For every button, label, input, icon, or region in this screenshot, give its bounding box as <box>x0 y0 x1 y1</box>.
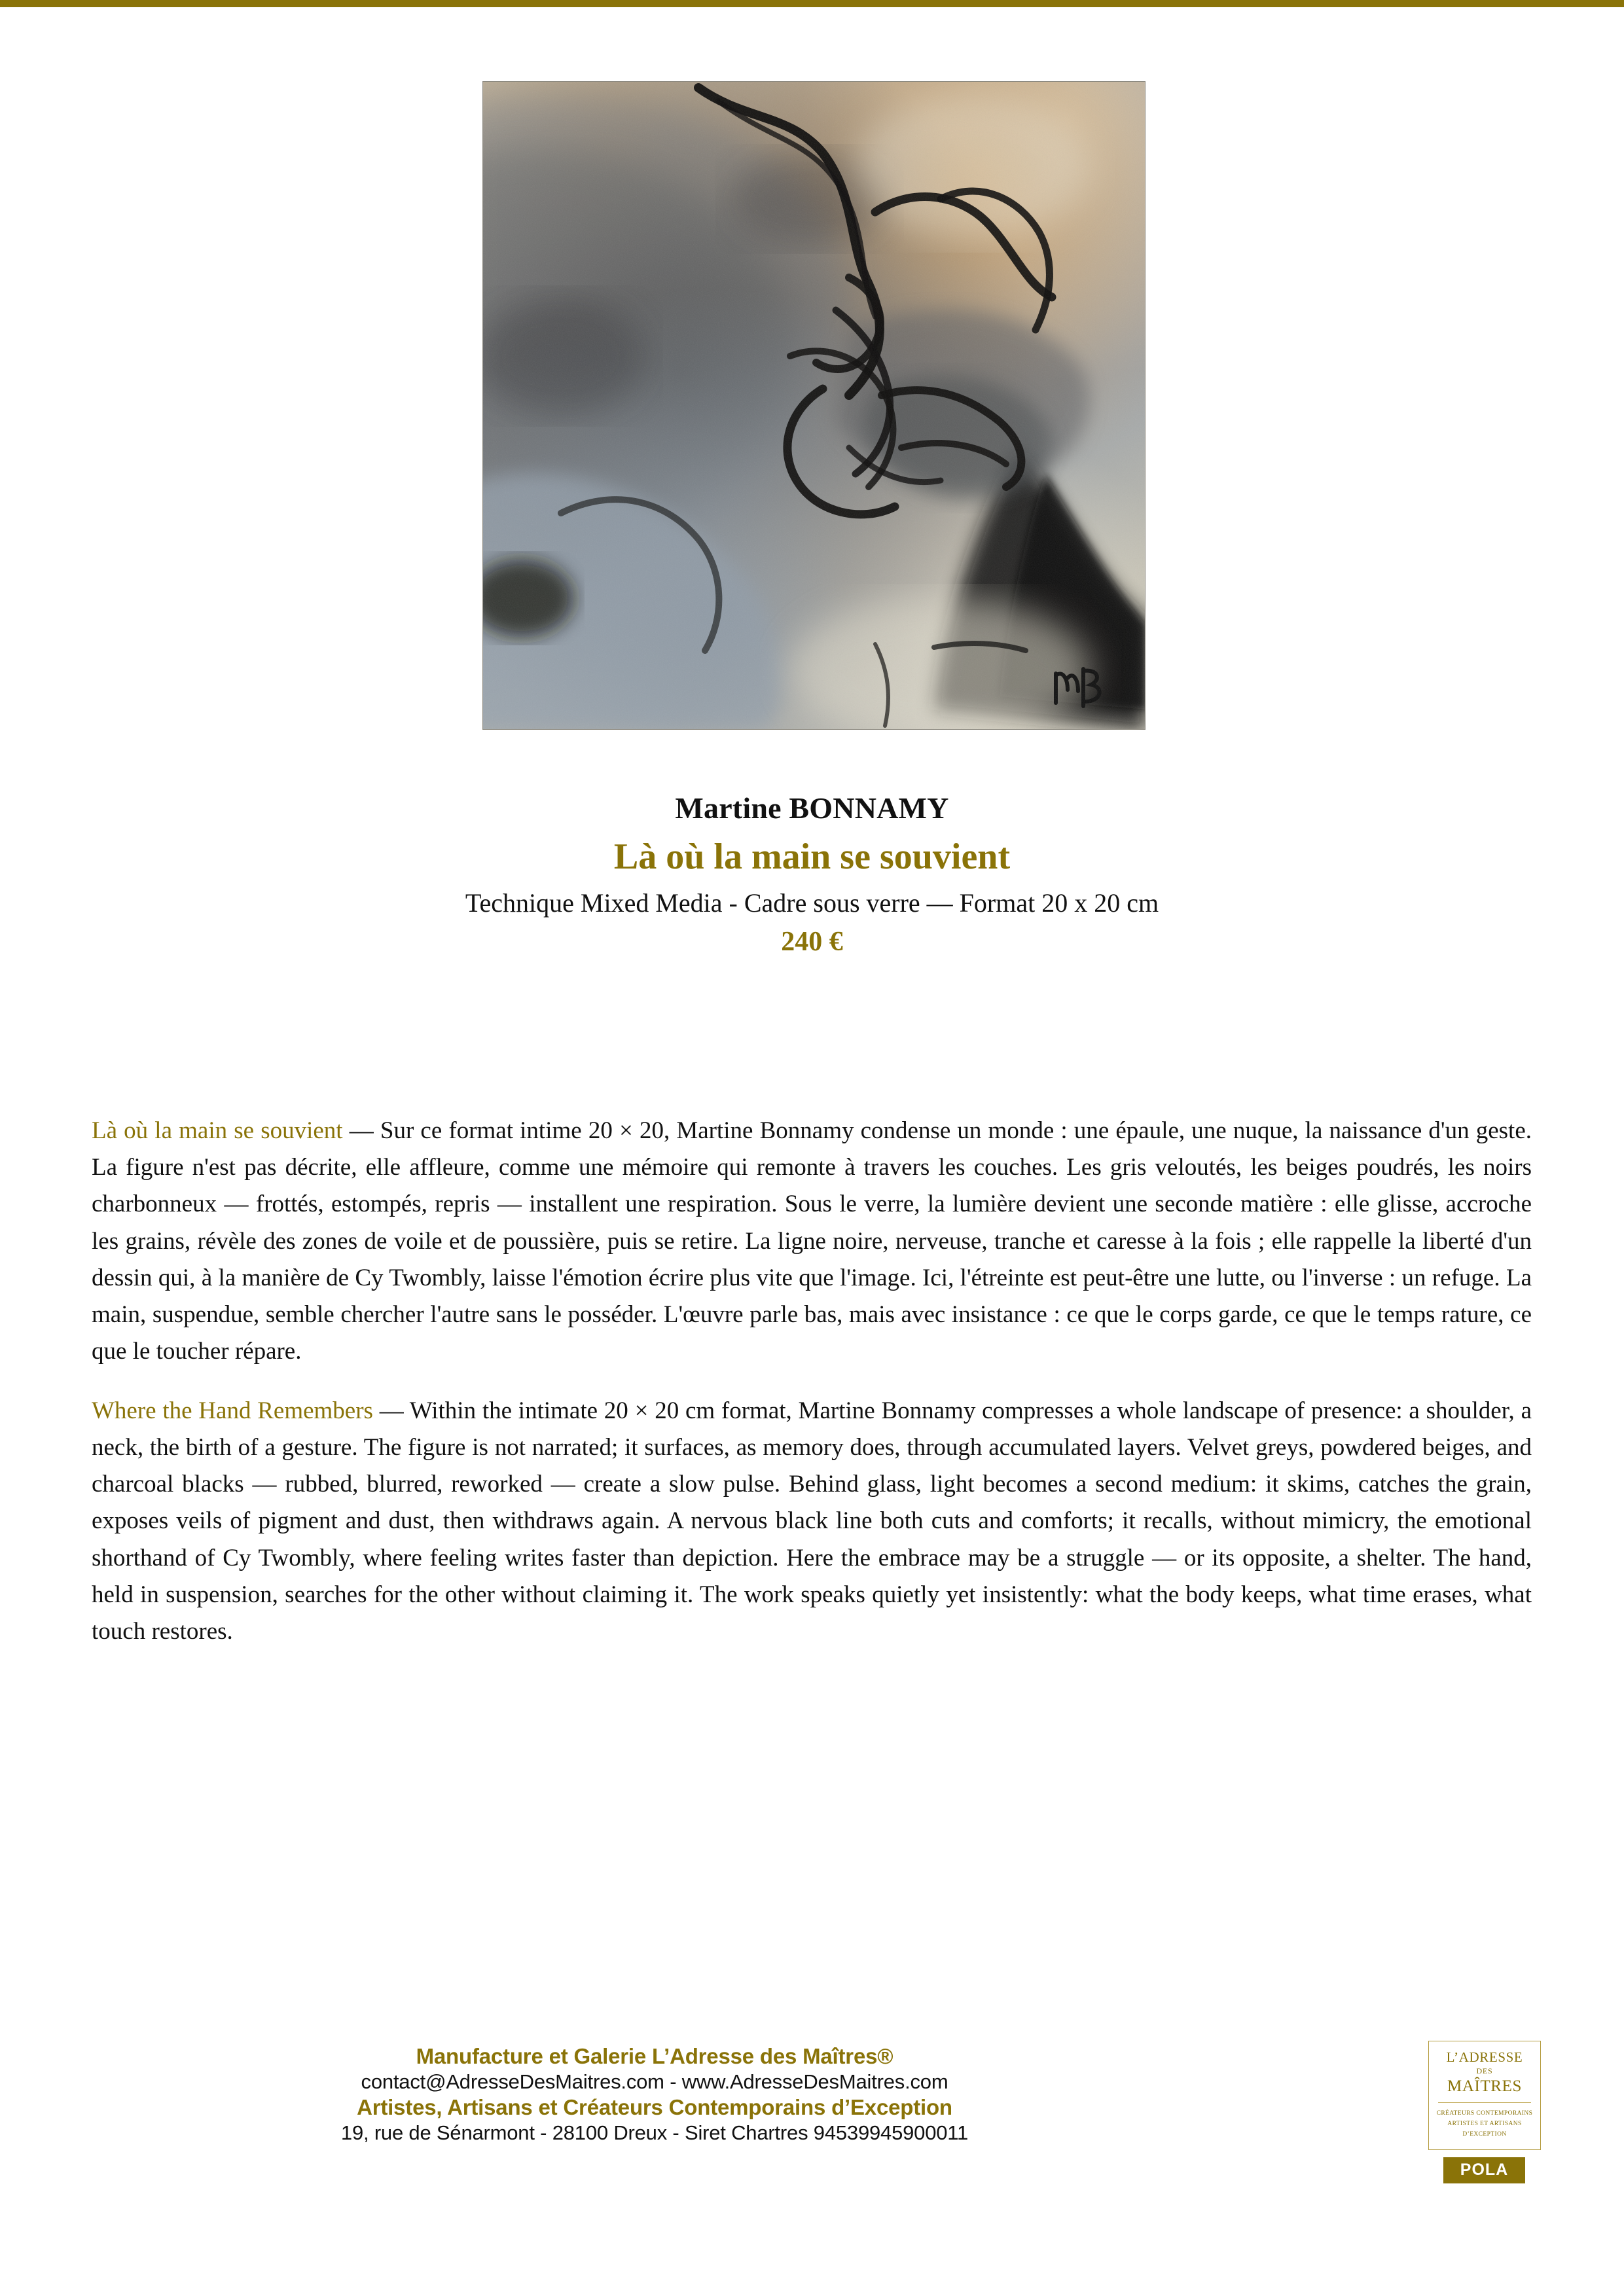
logo-sub-line-2: ARTISTES ET ARTISANS <box>1447 2121 1522 2128</box>
artwork-image <box>482 81 1146 730</box>
footer-company-name: Manufacture et Galerie L’Adresse des Maîtres® <box>416 2044 893 2068</box>
footer-tagline: Artistes, Artisans et Créateurs Contemporains d’Exception <box>357 2095 952 2120</box>
logo-line-maitres: MAÎTRES <box>1447 2077 1522 2096</box>
logo-line-des: DES <box>1476 2066 1493 2076</box>
description-lead-in-en: Where the Hand Remembers <box>92 1397 373 1424</box>
description-lead-in-fr: Là où la main se souvient <box>92 1117 343 1144</box>
artist-name: Martine BONNAMY <box>675 791 949 825</box>
description-body-fr: — Sur ce format intime 20 × 20, Martine Bonnamy condense un monde : une épaule, une nuque, la naissance d'un geste. La figure n'est pas décrite, elle affleure, comme une mémoire qui remonte à travers les couches. Les gris veloutés, les beiges poudrés, les noirs charbonneux — frottés, estompés, repris — installent une respiration. Sous le verre, la lumière devient une seconde matière : elle glisse, accroche les grains, révèle des zones de voile et de poussière, puis se retire. La ligne noire, nerveuse, tranche et caresse à la fois ; elle rappelle la liberté d'un dessin qui, à la manière de Cy Twombly, laisse l'émotion écrire plus vite que l'image. Ici, l'étreinte est peut-être une lutte, ou l'inverse : un refuge. La main, suspendue, semble chercher l'autre sans le posséder. L'œuvre parle bas, mais avec insistance : ce que le corps garde, ce que le temps rature, ce que le toucher répare. <box>92 1117 1532 1365</box>
description-paragraph-en <box>92 1393 1532 1651</box>
artwork-illustration <box>482 81 1146 730</box>
logo-sub-line-3: D’EXCEPTION <box>1462 2131 1507 2138</box>
title-block <box>0 792 1624 959</box>
footer-contact-line[interactable]: contact@AdresseDesMaitres.com - www.AdresseDesMaitres.com <box>361 2070 948 2094</box>
page-title: Là où la main se souvient <box>613 836 1011 877</box>
logo-divider <box>1438 2102 1531 2103</box>
logo-card <box>1428 2041 1541 2150</box>
artwork-technique: Technique Mixed Media - Cadre sous verre — Format 20 x 20 cm <box>465 888 1159 918</box>
logo-sub-line-1: CRÉATEURS CONTEMPORAINS <box>1436 2110 1533 2117</box>
top-gold-rule <box>0 0 1624 7</box>
description-section <box>92 1113 1532 1650</box>
artwork-image-container <box>482 81 1146 730</box>
footer-address-line: 19, rue de Sénarmont - 28100 Dreux - Siret Chartres 94539945900011 <box>340 2121 969 2145</box>
description-paragraph-fr <box>92 1113 1532 1371</box>
artwork-price: 240 € <box>781 927 843 958</box>
brand-logo <box>1428 2041 1541 2183</box>
footer-contact-block <box>0 2043 1309 2145</box>
pola-badge: POLA <box>1443 2157 1525 2183</box>
description-body-en: — Within the intimate 20 × 20 cm format, Martine Bonnamy compresses a whole landscape of presence: a shoulder, a neck, the birth of a gesture. The figure is not narrated; it surfaces, as memory does, through accumulated layers. Velvet greys, powdered beiges, and charcoal blacks — rubbed, blurred, reworked — create a slow pulse. Behind glass, light becomes a second medium: it skims, catches the grain, exposes veils of pigment and dust, then withdraws again. A nervous black line both cuts and comforts; it recalls, without mimicry, the emotional shorthand of Cy Twombly, where feeling writes faster than depiction. Here the embrace may be a struggle — or its opposite, a shelter. The hand, held in suspension, searches for the other without claiming it. The work speaks quietly yet insistently: what the body keeps, what time erases, what touch restores. <box>92 1397 1532 1645</box>
logo-line-adresse: L’ADRESSE <box>1446 2049 1523 2065</box>
